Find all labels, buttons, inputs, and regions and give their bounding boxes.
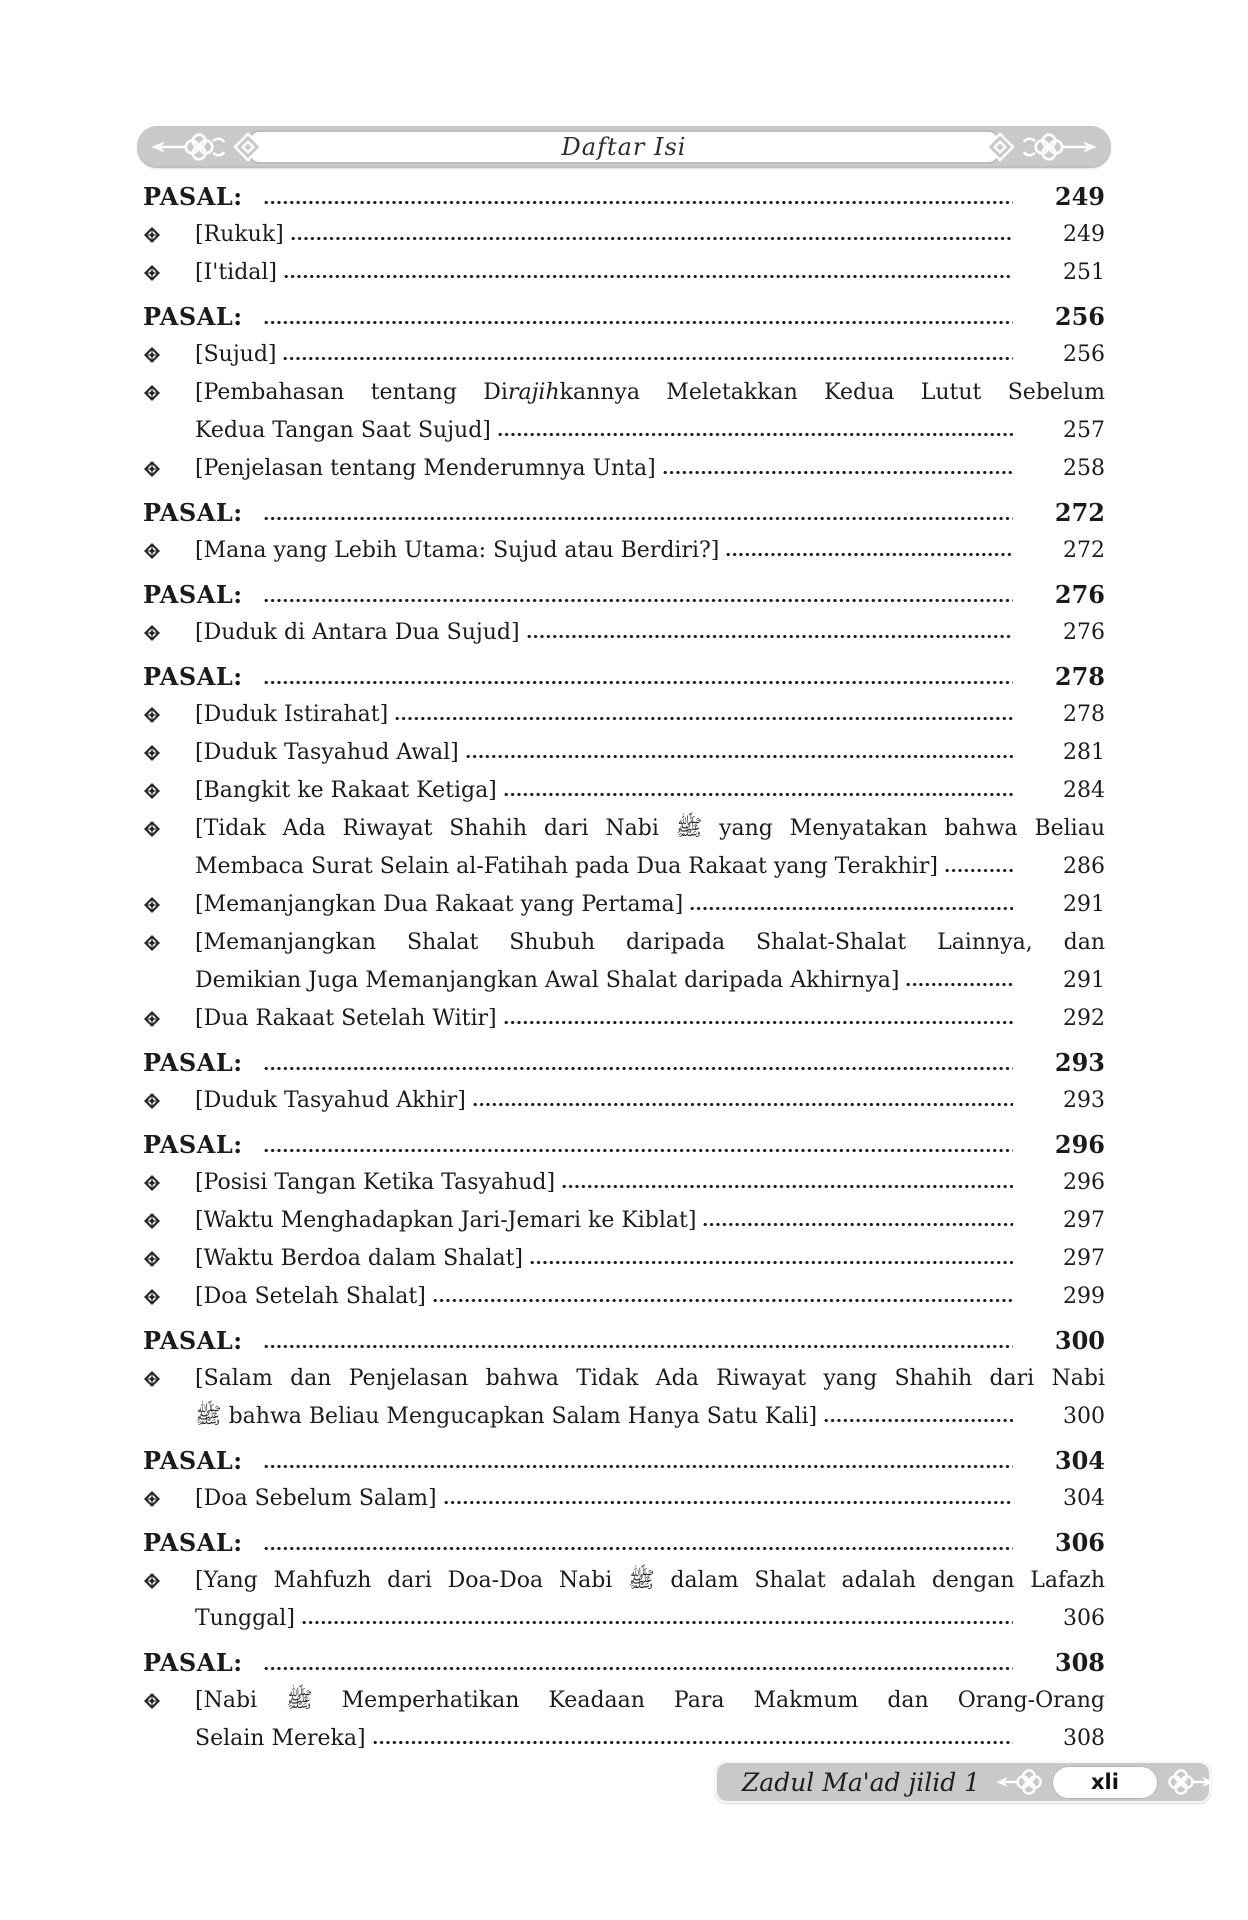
dot-leader	[394, 716, 1013, 721]
toc-item-text-line2	[195, 412, 1105, 450]
diamond-bullet-icon	[144, 1289, 160, 1305]
pasal-label: PASAL:	[143, 1446, 243, 1475]
dot-leader	[263, 1148, 1013, 1153]
toc-page-number: 249	[1063, 222, 1105, 247]
toc-text-segment: Tunggal]	[195, 1606, 295, 1631]
toc-item-text	[195, 450, 656, 488]
toc-page-number: 306	[1063, 1606, 1105, 1631]
diamond-bullet-icon	[144, 265, 160, 281]
toc-text-segment: [Duduk Tasyahud Awal]	[195, 740, 459, 765]
toc-row-item	[143, 1682, 1105, 1758]
toc-row-pasal	[143, 178, 1105, 216]
toc-row-item	[143, 1240, 1105, 1278]
dot-leader	[432, 1298, 1013, 1303]
toc-text-segment: [Posisi Tangan Ketika Tasyahud]	[195, 1170, 556, 1195]
toc-page-number: 272	[1063, 538, 1105, 563]
diamond-bullet-icon	[144, 543, 160, 559]
toc-row-pasal	[143, 1126, 1105, 1164]
toc-page-number: 278	[1063, 702, 1105, 727]
toc-row-pasal	[143, 494, 1105, 532]
toc-row-item	[143, 772, 1105, 810]
toc-text-segment: [Doa Setelah Shalat]	[195, 1284, 426, 1309]
toc-page-number: 256	[1054, 302, 1105, 331]
toc-item-text	[195, 1600, 295, 1638]
dot-leader	[263, 1066, 1013, 1071]
toc-item-text	[195, 1240, 523, 1278]
toc-page-number: 308	[1063, 1726, 1105, 1751]
diamond-bullet-icon	[144, 1213, 160, 1229]
toc-text-segment: [Waktu Berdoa dalam Shalat]	[195, 1246, 524, 1271]
toc-row-pasal	[143, 1644, 1105, 1682]
footer-banner	[715, 1761, 1211, 1803]
pasal-label: PASAL:	[143, 580, 243, 609]
toc-item-text	[195, 1082, 466, 1120]
diamond-bullet-icon	[144, 1251, 160, 1267]
toc-row-item	[143, 1360, 1105, 1436]
toc-item-text	[195, 1398, 817, 1436]
toc-text-segment: [Pembahasan tentang Di	[195, 380, 508, 405]
toc-row-item	[143, 1082, 1105, 1120]
toc-row-item	[143, 1000, 1105, 1038]
diamond-bullet-icon	[144, 385, 160, 401]
toc-text-segment: [Bangkit ke Rakaat Ketiga]	[195, 778, 497, 803]
toc-item-text	[195, 734, 459, 772]
toc-item-text	[195, 532, 719, 570]
diamond-bullet-icon	[144, 935, 160, 951]
toc-row-pasal	[143, 1442, 1105, 1480]
toc-item-text	[195, 1000, 497, 1038]
toc-item-text	[195, 1480, 437, 1518]
toc-item-text	[195, 696, 388, 734]
toc-text-segment: [Duduk Tasyahud Akhir]	[195, 1088, 466, 1113]
diamond-bullet-icon	[144, 1573, 160, 1589]
toc-row-item	[143, 1164, 1105, 1202]
page-number: xli	[1091, 1770, 1119, 1794]
toc-row-item	[143, 374, 1105, 450]
diamond-bullet-icon	[144, 227, 160, 243]
toc-item-text-line2	[195, 848, 1105, 886]
toc-item-text	[195, 1278, 426, 1316]
toc-page-number: 296	[1063, 1170, 1105, 1195]
diamond-bullet-icon	[144, 1491, 160, 1507]
toc-item-textblock	[195, 924, 1105, 1000]
toc-page-number: 300	[1063, 1404, 1105, 1429]
toc-row-item	[143, 696, 1105, 734]
dot-leader	[702, 1222, 1013, 1227]
toc-page-number: 296	[1054, 1130, 1105, 1159]
diamond-bullet-icon	[144, 347, 160, 363]
dot-leader	[503, 1020, 1013, 1025]
pasal-label: PASAL:	[143, 498, 243, 527]
toc-page-number: 257	[1063, 418, 1105, 443]
dot-leader	[263, 1666, 1013, 1671]
toc-row-item	[143, 532, 1105, 570]
toc-page-number: 251	[1063, 260, 1105, 285]
diamond-bullet-icon	[144, 461, 160, 477]
toc-item-text	[195, 614, 520, 652]
toc-item-text-line1	[195, 374, 1105, 412]
pasal-label: PASAL:	[143, 1326, 243, 1355]
diamond-bullet-icon	[144, 1693, 160, 1709]
toc-text-segment: ﷺ bahwa Beliau Mengucapkan Salam Hanya Satu Kali]	[195, 1404, 818, 1429]
dot-leader	[689, 906, 1013, 911]
toc-row-item	[143, 216, 1105, 254]
toc-page-number: 297	[1063, 1246, 1105, 1271]
toc-page-number: 306	[1054, 1528, 1105, 1557]
toc-text-segment: [Dua Rakaat Setelah Witir]	[195, 1006, 497, 1031]
toc-row-item	[143, 924, 1105, 1000]
toc-text-segment: [Salam dan Penjelasan bahwa Tidak Ada Riwayat yang Shahih dari Nabi	[195, 1366, 1105, 1391]
toc-item-text	[195, 216, 284, 254]
toc-page-number: 256	[1063, 342, 1105, 367]
dot-leader	[283, 274, 1013, 279]
toc-page-number: 249	[1054, 182, 1105, 211]
knot-arrow-ornament-icon	[993, 1766, 1051, 1798]
pasal-label: PASAL:	[143, 662, 243, 691]
toc-page-number: 304	[1063, 1486, 1105, 1511]
toc-item-text	[195, 1164, 555, 1202]
toc-text-segment: [Duduk di Antara Dua Sujud]	[195, 620, 520, 645]
toc-item-text	[195, 254, 277, 292]
toc-page-number: 291	[1063, 968, 1105, 993]
toc-item-text	[195, 412, 491, 450]
dot-leader	[443, 1500, 1013, 1505]
toc-row-pasal	[143, 1044, 1105, 1082]
toc-page-number: 300	[1054, 1326, 1105, 1355]
toc-item-textblock	[195, 810, 1105, 886]
toc-row-pasal	[143, 1322, 1105, 1360]
toc-item-text-line1	[195, 1360, 1105, 1398]
dot-leader	[372, 1740, 1013, 1745]
dot-leader	[944, 868, 1013, 873]
toc-page-number: 292	[1063, 1006, 1105, 1031]
toc-item-text-line2	[195, 1720, 1105, 1758]
toc-row-item	[143, 1562, 1105, 1638]
dot-leader	[823, 1418, 1013, 1423]
toc-text-segment: Kedua Tangan Saat Sujud]	[195, 418, 491, 443]
toc-page-number: 304	[1054, 1446, 1105, 1475]
toc-item-text	[195, 962, 899, 1000]
toc-row-pasal	[143, 576, 1105, 614]
diamond-bullet-icon	[144, 783, 160, 799]
dot-leader	[472, 1102, 1013, 1107]
page-number-pill	[1053, 1767, 1157, 1798]
toc-page-number: 286	[1063, 854, 1105, 879]
toc-text-segment: [Nabi ﷺ Memperhatikan Keadaan Para Makmum dan Orang-Orang	[195, 1688, 1105, 1713]
pasal-label: PASAL:	[143, 1528, 243, 1557]
toc-text-segment: [I'tidal]	[195, 260, 278, 285]
toc-row-item	[143, 810, 1105, 886]
dot-leader	[290, 236, 1013, 241]
toc-page-number: 291	[1063, 892, 1105, 917]
toc-item-textblock	[195, 1562, 1105, 1638]
toc-text-segment: [Penjelasan tentang Menderumnya Unta]	[195, 456, 656, 481]
toc-row-item	[143, 254, 1105, 292]
toc-row-pasal	[143, 658, 1105, 696]
dot-leader	[561, 1184, 1013, 1189]
toc-page-number: 299	[1063, 1284, 1105, 1309]
toc-item-text-line2	[195, 962, 1105, 1000]
toc-item-textblock	[195, 1682, 1105, 1758]
toc-page-number: 293	[1063, 1088, 1105, 1113]
diamond-ornament-icon	[233, 132, 263, 162]
toc-item-text-line2	[195, 1600, 1105, 1638]
dot-leader	[662, 470, 1013, 475]
dot-leader	[497, 432, 1013, 437]
diamond-bullet-icon	[144, 625, 160, 641]
toc-page-number: 284	[1063, 778, 1105, 803]
toc-item-text	[195, 886, 683, 924]
toc-item-text	[195, 1720, 366, 1758]
knot-arrow-ornament-icon	[1013, 131, 1101, 163]
dot-leader	[263, 1464, 1013, 1469]
toc-list	[143, 178, 1105, 1758]
toc-text-segment: [Mana yang Lebih Utama: Sujud atau Berdiri?]	[195, 538, 720, 563]
toc-text-segment: [Doa Sebelum Salam]	[195, 1486, 437, 1511]
toc-text-segment: [Duduk Istirahat]	[195, 702, 389, 727]
dot-leader	[503, 792, 1013, 797]
toc-page-number: 308	[1054, 1648, 1105, 1677]
diamond-bullet-icon	[144, 745, 160, 761]
toc-item-text-line1	[195, 1682, 1105, 1720]
diamond-bullet-icon	[144, 1093, 160, 1109]
toc-row-item	[143, 336, 1105, 374]
pasal-label: PASAL:	[143, 182, 243, 211]
toc-text-segment: rajih	[507, 380, 560, 405]
toc-item-text-line1	[195, 810, 1105, 848]
diamond-ornament-icon	[985, 132, 1015, 162]
dot-leader	[905, 982, 1013, 987]
header-title-panel	[249, 130, 999, 164]
toc-page-number: 272	[1054, 498, 1105, 527]
diamond-bullet-icon	[144, 1371, 160, 1387]
header-banner	[137, 126, 1111, 168]
toc-item-text	[195, 848, 938, 886]
dot-leader	[263, 1546, 1013, 1551]
pasal-label: PASAL:	[143, 1130, 243, 1159]
toc-text-segment: [Yang Mahfuzh dari Doa-Doa Nabi ﷺ dalam Shalat adalah dengan Lafazh	[195, 1568, 1105, 1593]
toc-page-number: 276	[1054, 580, 1105, 609]
diamond-bullet-icon	[144, 1011, 160, 1027]
toc-row-item	[143, 450, 1105, 488]
toc-text-segment: [Memanjangkan Shalat Shubuh daripada Shalat-Shalat Lainnya, dan	[195, 930, 1105, 955]
dot-leader	[529, 1260, 1013, 1265]
toc-item-text	[195, 1202, 696, 1240]
diamond-bullet-icon	[144, 821, 160, 837]
book-title: Zadul Ma'ad jilid 1	[741, 1767, 981, 1797]
dot-leader	[526, 634, 1013, 639]
pasal-label: PASAL:	[143, 302, 243, 331]
toc-item-text-line2	[195, 1398, 1105, 1436]
toc-row-pasal	[143, 1524, 1105, 1562]
toc-page-number: 297	[1063, 1208, 1105, 1233]
toc-item-text-line1	[195, 924, 1105, 962]
toc-text-segment: [Tidak Ada Riwayat Shahih dari Nabi ﷺ yang Menyatakan bahwa Beliau	[195, 816, 1105, 841]
toc-row-item	[143, 886, 1105, 924]
toc-item-text-line1	[195, 1562, 1105, 1600]
toc-text-segment: Demikian Juga Memanjangkan Awal Shalat daripada Akhirnya]	[195, 968, 900, 993]
toc-text-segment: [Memanjangkan Dua Rakaat yang Pertama]	[195, 892, 684, 917]
toc-page-number: 258	[1063, 456, 1105, 481]
toc-row-item	[143, 1480, 1105, 1518]
toc-row-pasal	[143, 298, 1105, 336]
dot-leader	[465, 754, 1013, 759]
toc-text-segment: [Sujud]	[195, 342, 277, 367]
dot-leader	[725, 552, 1013, 557]
knot-arrow-ornament-icon	[1159, 1766, 1211, 1798]
dot-leader	[282, 356, 1013, 361]
toc-row-item	[143, 734, 1105, 772]
toc-row-item	[143, 1202, 1105, 1240]
pasal-label: PASAL:	[143, 1048, 243, 1077]
dot-leader	[263, 516, 1013, 521]
page-title: Daftar Isi	[561, 133, 687, 161]
toc-item-text	[195, 336, 276, 374]
toc-text-segment: kannya Meletakkan Kedua Lutut Sebelum	[559, 380, 1105, 405]
toc-row-item	[143, 614, 1105, 652]
knot-arrow-ornament-icon	[147, 131, 235, 163]
toc-text-segment: [Rukuk]	[195, 222, 284, 247]
dot-leader	[263, 200, 1013, 205]
toc-page-number: 278	[1054, 662, 1105, 691]
toc-page-number: 276	[1063, 620, 1105, 645]
toc-item-text	[195, 772, 497, 810]
dot-leader	[263, 598, 1013, 603]
toc-page-number: 281	[1063, 740, 1105, 765]
diamond-bullet-icon	[144, 1175, 160, 1191]
toc-text-segment: Membaca Surat Selain al-Fatihah pada Dua Rakaat yang Terakhir]	[195, 854, 938, 879]
toc-text-segment: [Waktu Menghadapkan Jari-Jemari ke Kiblat]	[195, 1208, 697, 1233]
toc-item-textblock	[195, 1360, 1105, 1436]
diamond-bullet-icon	[144, 707, 160, 723]
dot-leader	[263, 1344, 1013, 1349]
toc-page-number: 293	[1054, 1048, 1105, 1077]
toc-row-item	[143, 1278, 1105, 1316]
dot-leader	[301, 1620, 1013, 1625]
toc-text-segment: Selain Mereka]	[195, 1726, 366, 1751]
pasal-label: PASAL:	[143, 1648, 243, 1677]
diamond-bullet-icon	[144, 897, 160, 913]
toc-item-textblock	[195, 374, 1105, 450]
dot-leader	[263, 320, 1013, 325]
dot-leader	[263, 680, 1013, 685]
